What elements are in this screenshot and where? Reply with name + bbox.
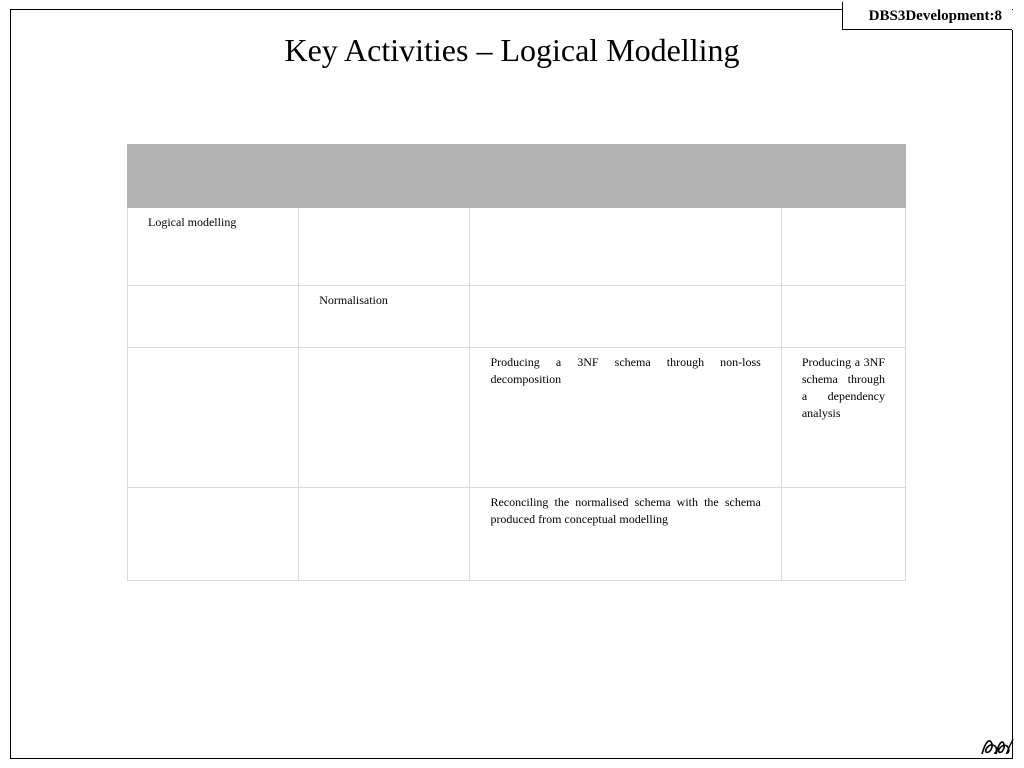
activities-table bbox=[127, 144, 906, 581]
table-row bbox=[128, 488, 906, 581]
table-row bbox=[128, 286, 906, 348]
detail-cell bbox=[781, 488, 905, 581]
step-cell bbox=[299, 208, 470, 286]
table-row bbox=[128, 348, 906, 488]
step-cell bbox=[299, 488, 470, 581]
detail-cell bbox=[781, 208, 905, 286]
task-cell: Producing a 3NF schema through non-loss decomposition bbox=[470, 348, 781, 488]
slide-id: DBS3Development:8 bbox=[842, 2, 1012, 30]
header-cell bbox=[470, 145, 781, 208]
activity-cell: Logical modelling bbox=[128, 208, 299, 286]
step-cell: Normalisation bbox=[299, 286, 470, 348]
table-header-row bbox=[128, 145, 906, 208]
table-row bbox=[128, 208, 906, 286]
signature-logo-icon bbox=[980, 736, 1014, 758]
page-title: Key Activities – Logical Modelling bbox=[284, 32, 740, 68]
step-cell bbox=[299, 348, 470, 488]
activity-cell bbox=[128, 488, 299, 581]
header-cell bbox=[781, 145, 905, 208]
header-cell bbox=[299, 145, 470, 208]
header-cell bbox=[128, 145, 299, 208]
slide-frame-right-edge bbox=[1012, 30, 1013, 759]
task-cell bbox=[470, 208, 781, 286]
detail-cell bbox=[781, 286, 905, 348]
activity-cell bbox=[128, 286, 299, 348]
task-cell bbox=[470, 286, 781, 348]
activity-cell bbox=[128, 348, 299, 488]
detail-cell: Producing a 3NF schema through a dependency analysis bbox=[781, 348, 905, 488]
task-cell: Reconciling the normalised schema with the schema produced from conceptual modelling bbox=[470, 488, 781, 581]
